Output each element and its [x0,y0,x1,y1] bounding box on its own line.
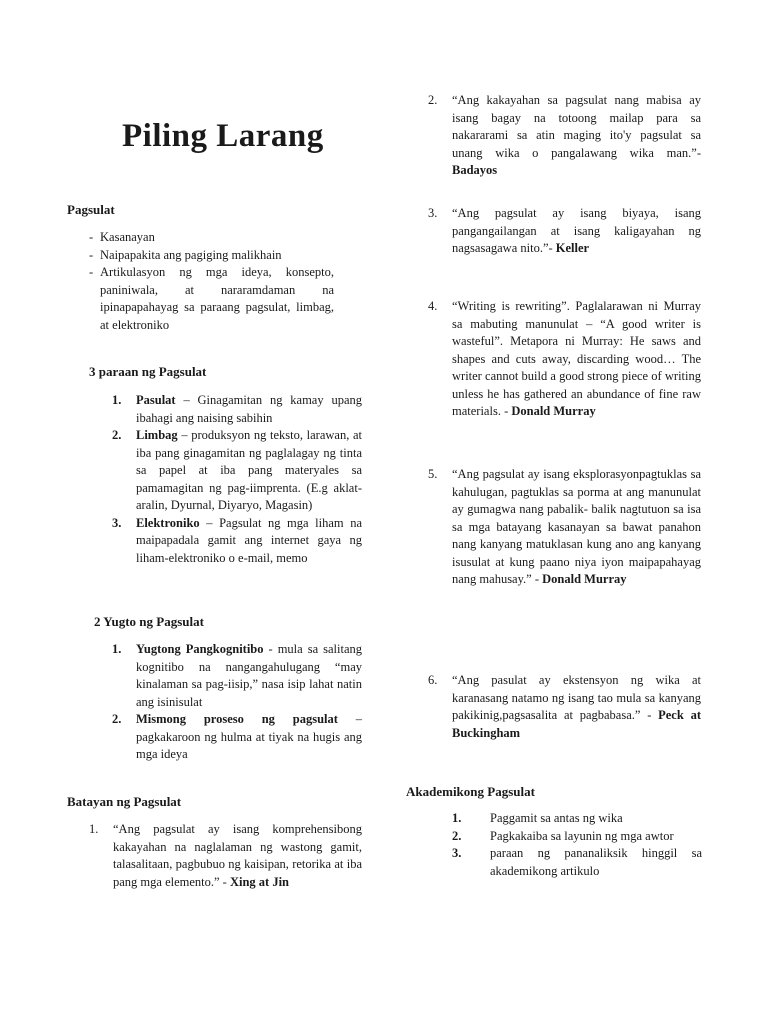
definition: – produksyon ng teksto, larawan, at iba pang ginagamitan ng paglalagay ng tinta sa papel at iba pang materyales sa pamamagitan ng pag-iimprenta. (E.g aklat-aralin, Dyurnal, Diyaryo, Magasin) [136,428,362,512]
list-item: - Naipapakita ang pagiging malikhain [64,247,334,265]
quote-item [89,821,362,891]
definition: – Pagsulat ng mga liham na maipapadala gamit ang internet gaya ng liham-elektroniko o e-mail, memo [136,515,362,565]
list-text: paraan ng pananaliksik hinggil sa akademikong artikulo [490,846,702,878]
quote-text-block [452,298,701,421]
list-text: Paggamit sa antas ng wika [490,811,623,825]
list-number: 3. [112,515,122,530]
quote-item [428,466,701,589]
pagsulat-list [64,229,334,334]
definition: – Ginagamitan ng kamay upang ibahagi ang naising sabihin [136,393,362,425]
quote-author: Badayos [452,163,498,177]
list-item [64,711,362,764]
pagsulat-heading: Pagsulat [67,202,115,217]
quote-author: Donald Murray [542,572,627,586]
quote-text-block [452,672,701,742]
list-number: 2. [112,428,122,442]
term: Mismong proseso ng pagsulat [136,712,338,726]
quote-item [428,205,701,258]
quote-text: “Ang pagsulat ay isang eksplorasyonpagtuklas sa kahulugan, pagtuklas sa porma at ang manunulat ay gumagwa nang pabalik- balik nagtutuon sa isa sa mga batayang kasanayan sa bawat panahon nang kanyang matuklasan kung ano ang kanyang isusulat at kung paano niya iyon maipapahayag nang mahusay.” - [452,467,701,586]
quote-text: “Ang pasulat ay ekstensyon ng wika at karanasang natamo ng isang tao mula sa kanyang pakikinig,pagsasalita at pagbabasa.” - [452,673,701,722]
quote-text: “Ang pagsulat ay isang komprehensibong kakayahan na naglalaman ng wastong gamit, talasalitaan, pagbubuo ng kaisipan, retorika at iba pang mga elemento.” - [113,822,362,889]
list-number: 1. [112,393,122,407]
yugto-heading: 2 Yugto ng Pagsulat [94,614,204,629]
paraan-heading: 3 paraan ng Pagsulat [89,364,207,379]
list-number: 3. [428,206,438,220]
quote-text-block [452,205,701,258]
term: Elektroniko [136,515,200,530]
quote-item [428,92,701,180]
term: Yugtong Pangkognitibo [136,642,264,656]
batayan-heading: Batayan ng Pagsulat [67,794,182,809]
quote-text-block [452,466,701,589]
definition: – pagkakaroon ng hulma at tiyak na hugis ang mga ideya [136,712,362,761]
quote-author: Xing at Jin [229,874,290,889]
list-number: 2. [452,828,462,843]
page-title: Piling Larang [122,118,324,154]
term: Limbag [136,428,178,442]
list-item: - Kasanayan [64,229,334,247]
akademiko-heading: Akademikong Pagsulat [406,784,535,799]
list-item [452,810,702,828]
list-number: 2. [428,93,438,107]
quote-author: Keller [555,241,590,255]
list-item [64,392,362,427]
definition: - mula sa salitang kognitibo na nangangahulugang “may kinalaman sa pag-iisip,” nasa isip lahat natin ang isinisulat [136,642,363,709]
quote-text-block [452,92,701,180]
list-number: 1. [112,642,122,656]
paraan-list [64,392,362,567]
list-number: 5. [428,467,438,481]
list-item [452,845,702,880]
quote-text: “Ang pagsulat ay isang biyaya, isang pangangailangan at isang kaligayahan ng nagsasagawa nito.”- [452,206,701,255]
list-item: - Artikulasyon ng mga ideya, konsepto, paniniwala, at nararamdaman na ipinapapahayag sa paraang pagsulat, limbag, at elektroniko [64,264,334,334]
yugto-list [64,641,362,764]
quote-item [428,298,701,421]
list-item [64,641,362,711]
list-number: 2. [112,712,122,726]
list-text: Pagkakaiba sa layunin ng mga awtor [490,828,674,843]
quote-author: Peck at Buckingham [452,708,701,740]
akademiko-list [452,810,702,880]
list-number: 3. [452,846,462,860]
list-number: 4. [428,299,438,313]
quote-text: “Writing is rewriting”. Paglalarawan ni Murray sa mabuting manunulat – “A good writer is wasteful”. Metapora ni Murray: He saws and shapes and cuts away, discarding wood… The writer cannot build a good strong piece of writing unless he has gathered an abundance of fine raw materials. - [452,299,701,418]
quote-text: “Ang kakayahan sa pagsulat nang mabisa ay isang bagay na totoong mailap para sa nakararami sa atin maging ito'y pagsulat sa unang wika o pangalawang wika man.”- [452,93,701,160]
list-item [64,515,362,568]
quote-text-block [113,821,362,891]
list-number: 6. [428,673,438,687]
quote-author: Donald Murray [511,404,596,418]
term: Pasulat [136,393,176,407]
list-item [452,828,702,846]
list-number: 1. [452,811,462,825]
quote-item [428,672,701,742]
list-number: 1. [89,822,99,836]
list-item [64,427,362,515]
